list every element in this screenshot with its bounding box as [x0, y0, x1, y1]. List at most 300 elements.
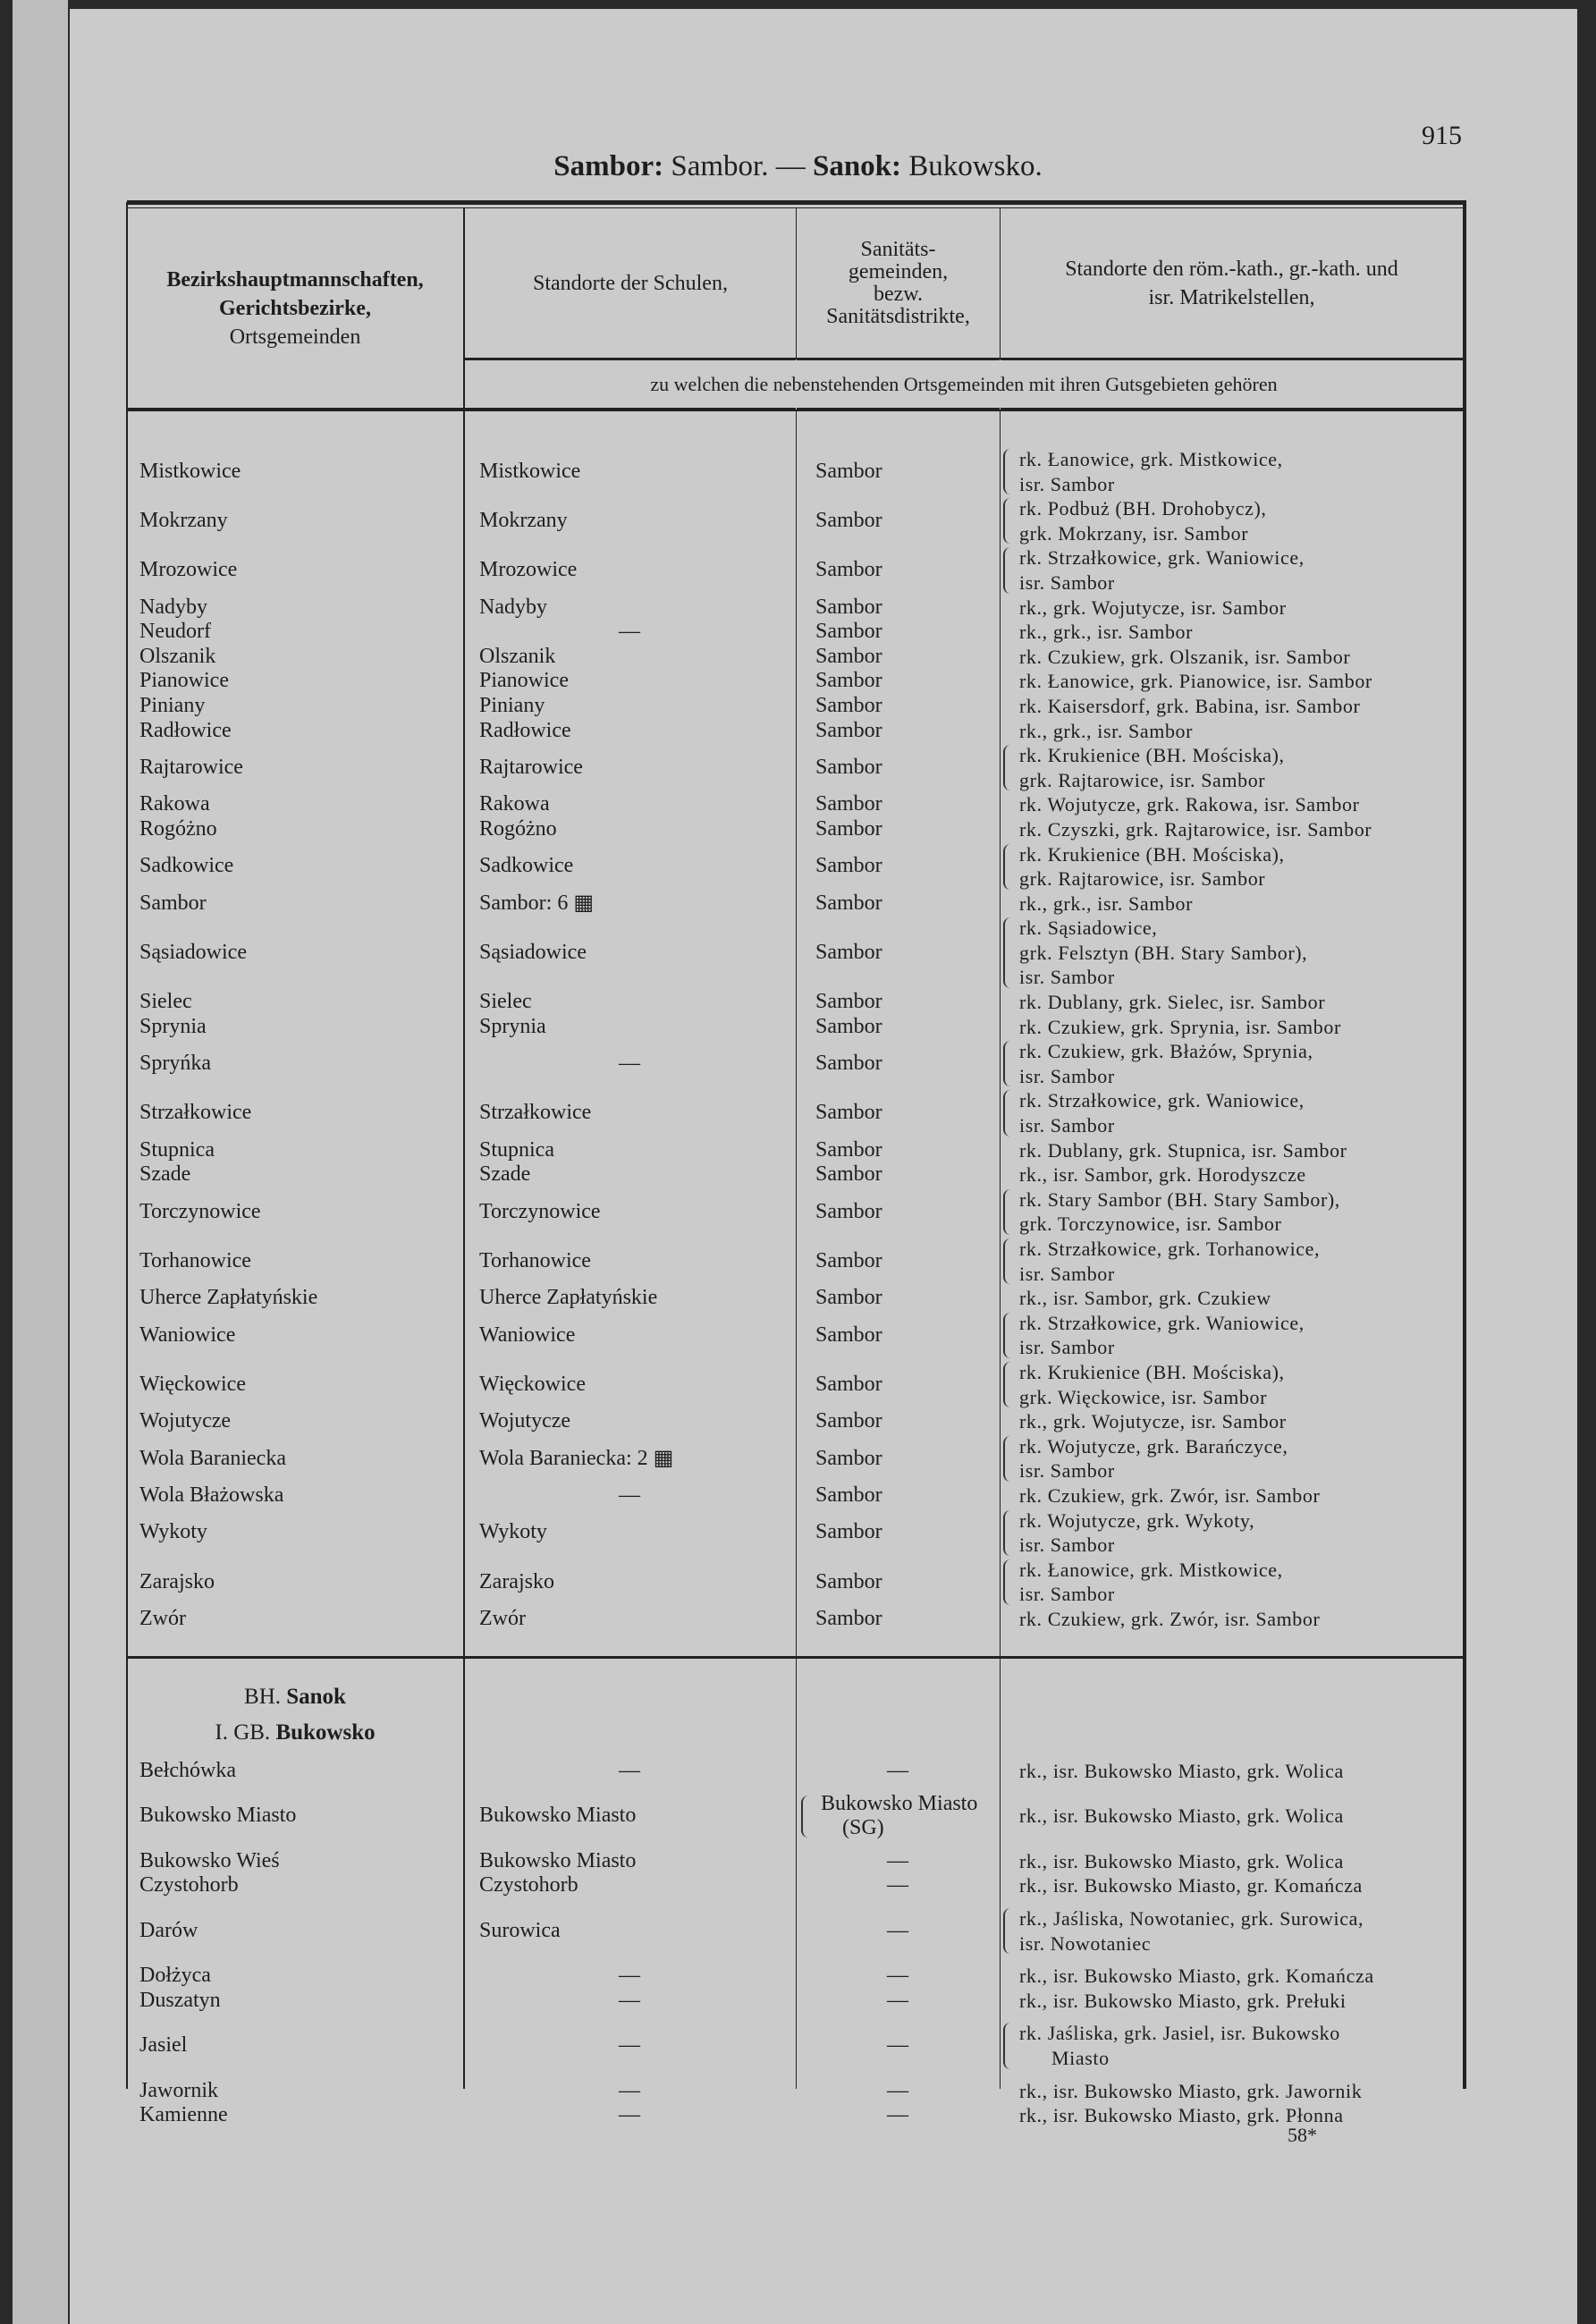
municipality-name: Mokrzany [139, 508, 228, 532]
municipality-name: Sambor [139, 891, 207, 915]
municipality-name: Dołżyca [139, 1964, 211, 1988]
table-row [127, 1162, 1465, 1187]
school-location: Torhanowice [479, 1248, 591, 1272]
school-cell [463, 596, 796, 621]
page-title [0, 150, 1596, 183]
table-row [127, 645, 1465, 670]
school-cell [463, 1138, 796, 1163]
section-heading [127, 1715, 463, 1751]
sanitary-cell [796, 2103, 1000, 2128]
school-location: Szade [479, 1162, 531, 1187]
parish-cell [1000, 1989, 1465, 2014]
sanitary-district: Sambor [815, 1162, 882, 1187]
sanitary-cell [796, 1138, 1000, 1163]
sanitary-district: Sambor [815, 1446, 882, 1470]
sanitary-district: — [887, 1759, 908, 1782]
parish-cell [1000, 842, 1465, 892]
municipality-name: Wola Błażowska [139, 1483, 284, 1507]
sanitary-district: Sambor [815, 693, 882, 717]
school-location: Wola Baraniecka: 2 ▦ [479, 1446, 674, 1470]
school-cell [463, 2103, 796, 2128]
parish-cell [1000, 719, 1465, 744]
municipality-cell [127, 1015, 463, 1040]
school-cell [463, 719, 796, 744]
school-location: — [619, 1964, 640, 1988]
table-row [127, 1849, 1465, 1874]
sanitary-cell [796, 1162, 1000, 1187]
parish-cell [1000, 694, 1465, 719]
sanitary-district: Sambor [815, 1101, 882, 1125]
sanitary-district: — [887, 1988, 908, 2012]
school-cell [463, 1311, 796, 1360]
municipality-cell [127, 719, 463, 744]
sanitary-district: Sambor [815, 1199, 882, 1223]
parish-line: rk., grk., isr. Sambor [1019, 892, 1194, 915]
school-cell [463, 1162, 796, 1187]
parish-cell [1000, 1873, 1465, 1898]
school-cell [463, 1483, 796, 1508]
municipality-cell [127, 2021, 463, 2070]
brace-icon [1003, 844, 1014, 890]
parish-cell [1000, 1015, 1465, 1040]
municipality-cell [127, 1607, 463, 1632]
municipality-cell [127, 596, 463, 621]
parish-line: rk., Jaśliska, Nowotaniec, grk. Surowica, [1019, 1906, 1364, 1930]
school-location: Sielec [479, 990, 532, 1014]
municipality-cell [127, 545, 463, 595]
parish-cell [1000, 620, 1465, 645]
municipality-name: Duszatyn [139, 1988, 221, 2012]
school-location: — [619, 2078, 640, 2102]
parish-line: rk. Stary Sambor (BH. Stary Sambor), [1019, 1187, 1340, 1211]
parish-line: isr. Sambor [1019, 1064, 1115, 1087]
header-line: Bezirkshauptmannschaften, [166, 268, 424, 292]
sanitary-cell [796, 669, 1000, 694]
sanitary-district: — [887, 1964, 908, 1988]
table-row [127, 1873, 1465, 1898]
municipality-cell [127, 1989, 463, 2014]
sanitary-district: Sambor [815, 1014, 882, 1038]
parish-line: rk. Kaisersdorf, grk. Babina, isr. Sambor [1019, 694, 1361, 717]
table-row [127, 447, 1465, 496]
municipality-cell [127, 1906, 463, 1956]
school-cell [463, 645, 796, 670]
parish-line: isr. Nowotaniec [1019, 1931, 1152, 1955]
parish-line: rk. Strzałkowice, grk. Torhanowice, [1019, 1238, 1321, 1260]
parish-cell [1000, 447, 1465, 496]
parish-cell [1000, 1508, 1465, 1558]
brace-icon [1003, 1436, 1014, 1482]
school-location: Radłowice [479, 718, 571, 742]
municipality-name: Zwór [139, 1606, 186, 1630]
table-row [127, 1237, 1465, 1286]
sanitary-cell [796, 1237, 1000, 1286]
table-row [127, 1792, 1465, 1841]
parish-line: isr. Sambor [1019, 1262, 1115, 1285]
school-location: — [619, 2033, 640, 2058]
municipality-cell [127, 1162, 463, 1187]
sanitary-cell [796, 1088, 1000, 1137]
municipality-cell [127, 2103, 463, 2128]
sanitary-district: Sambor [815, 718, 882, 742]
heading-name: Bukowsko [275, 1720, 376, 1745]
parish-line: grk. Felsztyn (BH. Stary Sambor), [1019, 941, 1308, 964]
municipality-name: Zarajsko [139, 1569, 215, 1593]
parish-line: rk. Czukiew, grk. Zwór, isr. Sambor [1019, 1607, 1321, 1630]
table-row [127, 545, 1465, 595]
sanitary-cell [796, 447, 1000, 496]
parish-line: grk. Torczynowice, isr. Sambor [1019, 1213, 1282, 1236]
parish-line: rk. Strzałkowice, grk. Waniowice, [1019, 1089, 1305, 1112]
header-col-sanitary [797, 209, 1000, 358]
sanitary-cell [796, 1906, 1000, 1956]
parish-cell [1000, 1906, 1465, 1956]
school-location: — [619, 1052, 640, 1076]
table-row [127, 792, 1465, 817]
school-cell [463, 1964, 796, 1989]
municipality-name: Kamienne [139, 2103, 228, 2127]
municipality-cell [127, 1434, 463, 1483]
municipality-name: Darów [139, 1918, 198, 1942]
school-cell [463, 743, 796, 792]
brace-icon [1003, 547, 1014, 593]
table-row [127, 1015, 1465, 1040]
school-cell [463, 892, 796, 917]
sanitary-district: Sambor [815, 1286, 882, 1310]
parish-line: rk. Dublany, grk. Stupnica, isr. Sambor [1019, 1138, 1347, 1162]
table-row [127, 1759, 1465, 1784]
municipality-cell [127, 1964, 463, 1989]
table-row [127, 1088, 1465, 1137]
school-cell [463, 1873, 796, 1898]
sanitary-cell [796, 990, 1000, 1015]
parish-line: rk., isr. Sambor, grk. Horodyszcze [1019, 1163, 1306, 1187]
section-sambor [127, 447, 1465, 1632]
sanitary-cell [796, 1607, 1000, 1632]
school-cell [463, 1015, 796, 1040]
table-row [127, 1508, 1465, 1558]
parish-cell [1000, 1792, 1465, 1841]
municipality-cell [127, 1849, 463, 1874]
municipality-cell [127, 1286, 463, 1311]
municipality-cell [127, 842, 463, 892]
parish-line: rk. Strzałkowice, grk. Waniowice, [1019, 546, 1305, 570]
school-cell [463, 1360, 796, 1409]
signature-mark: 58* [1288, 2124, 1317, 2146]
parish-cell [1000, 2079, 1465, 2104]
sanitary-district: Sambor [815, 669, 882, 693]
school-location: Sadkowice [479, 854, 574, 878]
heading-prefix: BH. [244, 1685, 281, 1709]
sanitary-district: Sambor [815, 755, 882, 779]
school-location: Uherce Zapłatyńskie [479, 1286, 658, 1310]
parish-cell [1000, 817, 1465, 842]
sanitary-cell [796, 817, 1000, 842]
municipality-name: Pianowice [139, 669, 229, 693]
table-row [127, 990, 1465, 1015]
school-cell [463, 496, 796, 545]
sanitary-cell [796, 1434, 1000, 1483]
heading-prefix: I. GB. [215, 1720, 271, 1745]
municipality-name: Czystohorb [139, 1873, 239, 1897]
brace-icon [1003, 1189, 1014, 1235]
municipality-name: Neudorf [139, 620, 211, 644]
municipality-cell [127, 669, 463, 694]
table-row [127, 496, 1465, 545]
table-row [127, 620, 1465, 645]
school-cell [463, 792, 796, 817]
school-cell [463, 1607, 796, 1632]
sanitary-district: Sambor [815, 595, 882, 619]
sanitary-district: Sambor [815, 558, 882, 582]
parish-line: rk., grk. Wojutycze, isr. Sambor [1019, 1410, 1287, 1433]
parish-line: rk. Czukiew, grk. Błażów, Sprynia, [1019, 1040, 1313, 1063]
school-cell [463, 1187, 796, 1237]
brace-icon [1003, 449, 1014, 494]
parish-line: isr. Sambor [1019, 472, 1115, 495]
sanitary-cell [796, 545, 1000, 595]
municipality-cell [127, 892, 463, 917]
municipality-name: Szade [139, 1162, 191, 1187]
parish-line: isr. Sambor [1019, 1114, 1115, 1137]
parish-cell [1000, 916, 1465, 990]
school-location: Pianowice [479, 669, 569, 693]
sanitary-district: Sambor [815, 940, 882, 964]
title-court-2: Bukowsko. [908, 150, 1043, 182]
sanitary-district: Sambor [815, 1483, 882, 1507]
parish-cell [1000, 669, 1465, 694]
parish-line: grk. Rajtarowice, isr. Sambor [1019, 768, 1266, 791]
municipality-name: Rogóżno [139, 816, 217, 841]
school-location: Waniowice [479, 1323, 576, 1347]
municipality-cell [127, 447, 463, 496]
sanitary-cell [796, 1483, 1000, 1508]
municipality-cell [127, 1360, 463, 1409]
school-cell [463, 2021, 796, 2070]
table-row [127, 719, 1465, 744]
parish-cell [1000, 545, 1465, 595]
school-cell [463, 1508, 796, 1558]
table-row [127, 1558, 1465, 1607]
sanitary-district: Sambor [815, 816, 882, 841]
municipality-name: Waniowice [139, 1323, 236, 1347]
municipality-name: Jawornik [139, 2078, 218, 2102]
brace-icon [1003, 1908, 1014, 1954]
parish-cell [1000, 1138, 1465, 1163]
brace-icon [1003, 1559, 1014, 1605]
table-row [127, 694, 1465, 719]
parish-cell [1000, 1360, 1465, 1409]
municipality-cell [127, 1039, 463, 1088]
table-row [127, 892, 1465, 917]
municipality-cell [127, 1409, 463, 1434]
school-location: Wykoty [479, 1520, 547, 1544]
school-location: Strzałkowice [479, 1101, 592, 1125]
parish-line: rk. Czukiew, grk. Zwór, isr. Sambor [1019, 1483, 1321, 1507]
municipality-name: Sąsiadowice [139, 940, 247, 964]
sanitary-cell [796, 1964, 1000, 1989]
sanitary-cell [796, 1360, 1000, 1409]
school-location: Surowica [479, 1918, 561, 1942]
sanitary-district: Sambor [815, 1569, 882, 1593]
municipality-name: Piniany [139, 693, 206, 717]
municipality-name: Mrozowice [139, 558, 238, 582]
parish-cell [1000, 1558, 1465, 1607]
table-row [127, 743, 1465, 792]
parish-cell [1000, 1237, 1465, 1286]
sanitary-district: — [887, 2033, 908, 2058]
brace-icon [1003, 2023, 1014, 2068]
school-location: Rajtarowice [479, 755, 583, 779]
header-col-parishes [1001, 209, 1463, 358]
municipality-name: Sadkowice [139, 854, 234, 878]
parish-cell [1000, 596, 1465, 621]
table-row [127, 1607, 1465, 1632]
table-row [127, 1187, 1465, 1237]
school-location: Bukowsko Miasto [479, 1848, 637, 1872]
parish-line: rk., grk., isr. Sambor [1019, 621, 1194, 644]
sanitary-district: Sambor [815, 891, 882, 915]
brace-icon [1003, 1090, 1014, 1136]
municipality-name: Strzałkowice [139, 1101, 252, 1125]
parish-line: rk., grk. Wojutycze, isr. Sambor [1019, 596, 1287, 619]
sanitary-cell [796, 2079, 1000, 2104]
brace-icon [1003, 917, 1014, 988]
brace-icon [1003, 745, 1014, 790]
sanitary-district: — [887, 2078, 908, 2102]
school-cell [463, 1434, 796, 1483]
table-top-rule-thin [127, 207, 1466, 208]
municipality-name: Torhanowice [139, 1248, 251, 1272]
municipality-cell [127, 496, 463, 545]
parish-cell [1000, 1607, 1465, 1632]
school-location: Stupnica [479, 1137, 554, 1162]
parish-cell [1000, 892, 1465, 917]
header-line: isr. Matrikelstellen, [1148, 286, 1315, 309]
sanitary-cell [796, 1792, 1000, 1841]
adjacent-page-edge [13, 0, 68, 2324]
sanitary-district: Sambor [815, 1372, 882, 1396]
municipality-name: Radłowice [139, 718, 232, 742]
header-line: Standorte der Schulen, [533, 272, 728, 295]
parish-cell [1000, 1311, 1465, 1360]
parish-cell [1000, 1409, 1465, 1434]
school-cell [463, 1039, 796, 1088]
brace-icon [1003, 1313, 1014, 1358]
sanitary-cell [796, 916, 1000, 990]
heading-name: Sanok [286, 1685, 346, 1709]
section-sanok-bukowsko [127, 1679, 1465, 2128]
sanitary-cell [796, 1039, 1000, 1088]
sanitary-district: — [887, 1918, 908, 1942]
parish-line: rk., isr. Bukowsko Miasto, grk. Wolica [1019, 1849, 1344, 1872]
sanitary-cell [796, 1409, 1000, 1434]
school-location: Sprynia [479, 1014, 546, 1038]
municipality-name: Wojutycze [139, 1409, 232, 1433]
header-line: Sanitätsdistrikte, [826, 305, 970, 328]
school-location: Mistkowice [479, 459, 581, 483]
school-location: — [619, 1759, 640, 1782]
parish-line: grk. Rajtarowice, isr. Sambor [1019, 867, 1266, 891]
parish-line: grk. Więckowice, isr. Sambor [1019, 1385, 1268, 1408]
school-location: Sąsiadowice [479, 940, 587, 964]
municipality-name: Rajtarowice [139, 755, 243, 779]
sanitary-cell [796, 892, 1000, 917]
parish-line: rk. Czyszki, grk. Rajtarowice, isr. Sambor [1019, 817, 1372, 841]
parish-line: rk., grk., isr. Sambor [1019, 719, 1194, 742]
sanitary-district: Sambor [815, 1248, 882, 1272]
parish-line: rk. Wojutycze, grk. Rakowa, isr. Sambor [1019, 793, 1360, 816]
parish-cell [1000, 1162, 1465, 1187]
parish-line: rk., isr. Bukowsko Miasto, gr. Komańcza [1019, 1874, 1363, 1897]
parish-line: rk. Czukiew, grk. Sprynia, isr. Sambor [1019, 1015, 1341, 1038]
sanitary-district: — [887, 1848, 908, 1872]
school-cell [463, 1088, 796, 1137]
parish-line: rk. Krukienice (BH. Mościska), [1019, 1360, 1285, 1383]
sanitary-district: Sambor [815, 508, 882, 532]
parish-line: rk. Wojutycze, grk. Barańczyce, [1019, 1434, 1288, 1458]
school-cell [463, 620, 796, 645]
municipality-cell [127, 1508, 463, 1558]
header-line: Sanitäts- [860, 238, 936, 261]
sanitary-district: Sambor [815, 1137, 882, 1162]
school-cell [463, 669, 796, 694]
school-cell [463, 1237, 796, 1286]
municipality-cell [127, 1558, 463, 1607]
parish-cell [1000, 1088, 1465, 1137]
table-row [127, 817, 1465, 842]
school-cell [463, 1558, 796, 1607]
municipality-cell [127, 792, 463, 817]
parish-line: rk. Dublany, grk. Sielec, isr. Sambor [1019, 991, 1326, 1014]
parish-line: rk. Wojutycze, grk. Wykoty, [1019, 1508, 1255, 1532]
table-row [127, 1039, 1465, 1088]
table-row [127, 1360, 1465, 1409]
parish-line: Miasto [1051, 2046, 1110, 2069]
parish-line: rk. Łanowice, grk. Pianowice, isr. Sambor [1019, 670, 1372, 693]
municipality-name: Sielec [139, 990, 192, 1014]
school-cell [463, 545, 796, 595]
parish-line: isr. Sambor [1019, 1336, 1115, 1359]
school-cell [463, 694, 796, 719]
municipality-name: Nadyby [139, 595, 207, 619]
parish-line: isr. Sambor [1019, 1583, 1115, 1606]
sanitary-district: Sambor [815, 620, 882, 644]
sanitary-cell [796, 596, 1000, 621]
sanitary-district: — [887, 2103, 908, 2127]
table-row [127, 2021, 1465, 2070]
municipality-name: Stupnica [139, 1137, 215, 1162]
parish-cell [1000, 2021, 1465, 2070]
municipality-cell [127, 1792, 463, 1841]
parish-line: rk. Krukienice (BH. Mościska), [1019, 744, 1285, 767]
municipality-cell [127, 694, 463, 719]
sanitary-cell [796, 792, 1000, 817]
school-location: Rakowa [479, 792, 550, 816]
parish-line: rk., isr. Bukowsko Miasto, grk. Komańcza [1019, 1965, 1374, 1988]
table-row [127, 596, 1465, 621]
municipality-cell [127, 1187, 463, 1237]
brace-icon [1003, 1510, 1014, 1556]
table-row [127, 1964, 1465, 1989]
school-location: Mokrzany [479, 508, 568, 532]
parish-cell [1000, 2103, 1465, 2128]
sanitary-cell [796, 842, 1000, 892]
parish-line: rk., isr. Bukowsko Miasto, grk. Jawornik [1019, 2079, 1363, 2102]
table-row [127, 1138, 1465, 1163]
sanitary-cell [796, 496, 1000, 545]
sanitary-cell [796, 1187, 1000, 1237]
